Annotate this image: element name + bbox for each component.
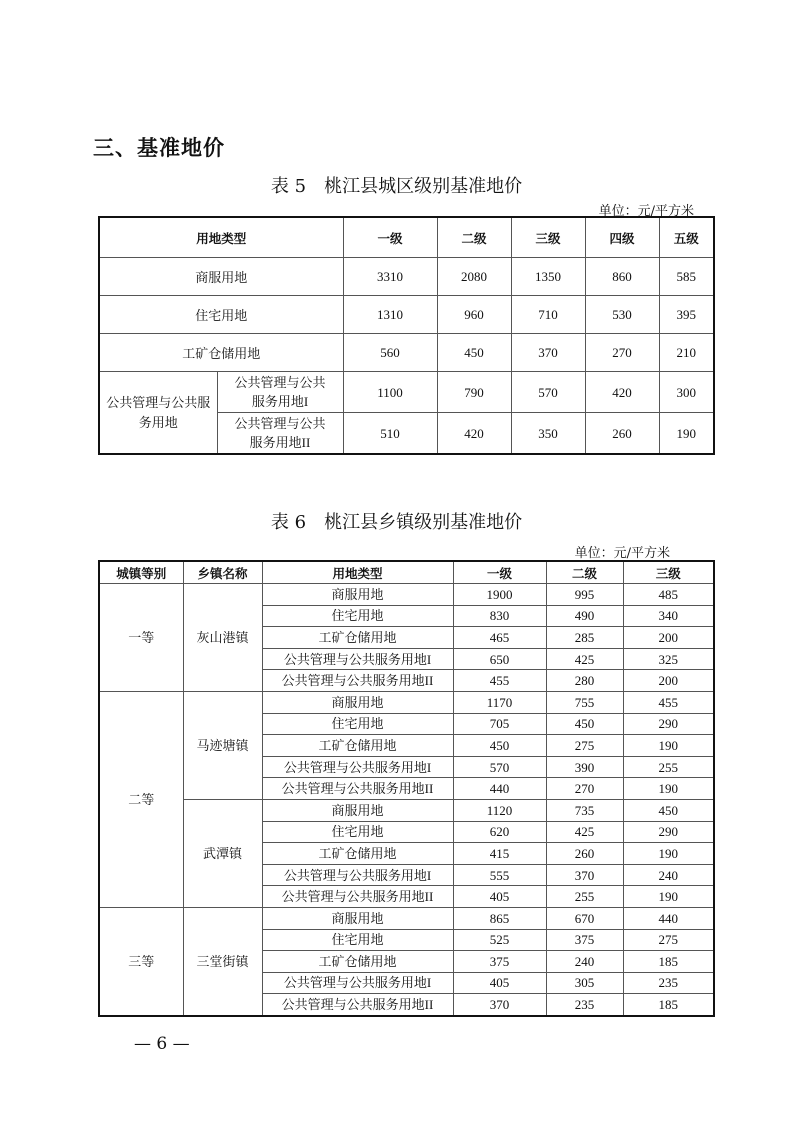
table6-township-land-price xyxy=(98,560,715,1017)
price-cell: 705 xyxy=(453,713,546,735)
price-cell: 405 xyxy=(453,972,546,994)
price-cell: 260 xyxy=(546,843,623,865)
price-cell: 1310 xyxy=(343,296,437,334)
price-cell: 350 xyxy=(511,413,585,455)
table5-row xyxy=(99,296,714,334)
land-type-cell: 住宅用地 xyxy=(99,296,343,334)
land-type-cell: 住宅用地 xyxy=(262,713,453,735)
price-cell: 455 xyxy=(453,670,546,692)
table5-header-level: 二级 xyxy=(437,217,511,258)
price-cell: 190 xyxy=(623,735,714,757)
table5-header-level: 四级 xyxy=(585,217,659,258)
table6-header-land-type: 用地类型 xyxy=(262,561,453,584)
land-type-cell: 工矿仓储用地 xyxy=(262,627,453,649)
table6-header-level: 二级 xyxy=(546,561,623,584)
price-cell: 525 xyxy=(453,929,546,951)
price-cell: 325 xyxy=(623,648,714,670)
price-cell: 270 xyxy=(585,334,659,372)
price-cell: 585 xyxy=(659,258,714,296)
price-cell: 530 xyxy=(585,296,659,334)
land-type-cell: 住宅用地 xyxy=(262,929,453,951)
price-cell: 190 xyxy=(623,843,714,865)
price-cell: 1120 xyxy=(453,799,546,821)
table6-unit: 单位：元/平方米 xyxy=(574,546,670,561)
price-cell: 235 xyxy=(623,972,714,994)
section-title: 三、基准地价 xyxy=(93,136,225,160)
land-type-cell: 公共管理与公共服务用地I xyxy=(262,972,453,994)
price-cell: 425 xyxy=(546,821,623,843)
price-cell: 420 xyxy=(585,372,659,413)
price-cell: 425 xyxy=(546,648,623,670)
land-type-cell: 工矿仓储用地 xyxy=(262,843,453,865)
grade-cell: 一等 xyxy=(99,584,183,692)
table6-row xyxy=(99,584,714,606)
table5-row xyxy=(99,334,714,372)
price-cell: 370 xyxy=(453,994,546,1016)
price-cell: 560 xyxy=(343,334,437,372)
price-cell: 420 xyxy=(437,413,511,455)
price-cell: 235 xyxy=(546,994,623,1016)
price-cell: 290 xyxy=(623,713,714,735)
price-cell: 865 xyxy=(453,907,546,929)
price-cell: 450 xyxy=(453,735,546,757)
price-cell: 200 xyxy=(623,627,714,649)
table5-header-land-type: 用地类型 xyxy=(99,217,343,258)
price-cell: 290 xyxy=(623,821,714,843)
price-cell: 570 xyxy=(453,756,546,778)
price-cell: 570 xyxy=(511,372,585,413)
land-type-cell: 工矿仓储用地 xyxy=(262,951,453,973)
land-type-cell: 公共管理与公共服务用地II xyxy=(262,670,453,692)
price-cell: 200 xyxy=(623,670,714,692)
table6-caption: 表 6 桃江县乡镇级别基准地价 xyxy=(270,512,523,533)
price-cell: 755 xyxy=(546,691,623,713)
price-cell: 210 xyxy=(659,334,714,372)
table5-header-level: 五级 xyxy=(659,217,714,258)
price-cell: 300 xyxy=(659,372,714,413)
price-cell: 185 xyxy=(623,994,714,1016)
price-cell: 510 xyxy=(343,413,437,455)
price-cell: 1350 xyxy=(511,258,585,296)
price-cell: 375 xyxy=(453,951,546,973)
land-type-cell: 公共管理与公共服务用地II xyxy=(262,778,453,800)
table6-header-grade: 城镇等别 xyxy=(99,561,183,584)
land-type-cell: 商服用地 xyxy=(99,258,343,296)
price-cell: 450 xyxy=(437,334,511,372)
price-cell: 395 xyxy=(659,296,714,334)
table5-urban-land-price xyxy=(98,216,715,455)
grade-cell: 二等 xyxy=(99,691,183,907)
price-cell: 375 xyxy=(546,929,623,951)
price-cell: 255 xyxy=(546,886,623,908)
price-cell: 790 xyxy=(437,372,511,413)
price-cell: 285 xyxy=(546,627,623,649)
land-type-cell: 公共管理与公共服务用地I xyxy=(262,864,453,886)
price-cell: 1170 xyxy=(453,691,546,713)
land-type-cell: 公共管理与公共服务用地II xyxy=(262,886,453,908)
table6-header-level: 三级 xyxy=(623,561,714,584)
price-cell: 620 xyxy=(453,821,546,843)
price-cell: 440 xyxy=(453,778,546,800)
land-type-cell: 商服用地 xyxy=(262,907,453,929)
table6-header-town: 乡镇名称 xyxy=(183,561,262,584)
price-cell: 270 xyxy=(546,778,623,800)
price-cell: 490 xyxy=(546,605,623,627)
table5-row xyxy=(99,258,714,296)
town-name-cell: 马迹塘镇 xyxy=(183,691,262,799)
land-subtype-cell: 公共管理与公共服务用地II xyxy=(217,413,343,455)
land-type-cell: 住宅用地 xyxy=(262,821,453,843)
price-cell: 555 xyxy=(453,864,546,886)
table5-header-level: 三级 xyxy=(511,217,585,258)
price-cell: 340 xyxy=(623,605,714,627)
price-cell: 995 xyxy=(546,584,623,606)
price-cell: 440 xyxy=(623,907,714,929)
price-cell: 860 xyxy=(585,258,659,296)
price-cell: 455 xyxy=(623,691,714,713)
price-cell: 650 xyxy=(453,648,546,670)
table5-header-level: 一级 xyxy=(343,217,437,258)
price-cell: 415 xyxy=(453,843,546,865)
land-group-cell: 公共管理与公共服务用地 xyxy=(99,372,217,455)
price-cell: 240 xyxy=(623,864,714,886)
price-cell: 485 xyxy=(623,584,714,606)
town-name-cell: 三堂街镇 xyxy=(183,907,262,1015)
price-cell: 405 xyxy=(453,886,546,908)
price-cell: 370 xyxy=(546,864,623,886)
land-subtype-cell: 公共管理与公共服务用地I xyxy=(217,372,343,413)
land-type-cell: 工矿仓储用地 xyxy=(99,334,343,372)
price-cell: 275 xyxy=(546,735,623,757)
land-type-cell: 住宅用地 xyxy=(262,605,453,627)
table5-caption: 表 5 桃江县城区级别基准地价 xyxy=(270,176,523,197)
price-cell: 465 xyxy=(453,627,546,649)
table5-unit: 单位：元/平方米 xyxy=(598,204,694,219)
price-cell: 370 xyxy=(511,334,585,372)
price-cell: 3310 xyxy=(343,258,437,296)
price-cell: 450 xyxy=(623,799,714,821)
price-cell: 190 xyxy=(623,886,714,908)
price-cell: 710 xyxy=(511,296,585,334)
land-type-cell: 商服用地 xyxy=(262,584,453,606)
price-cell: 305 xyxy=(546,972,623,994)
land-type-cell: 公共管理与公共服务用地I xyxy=(262,648,453,670)
price-cell: 960 xyxy=(437,296,511,334)
land-type-cell: 公共管理与公共服务用地I xyxy=(262,756,453,778)
price-cell: 275 xyxy=(623,929,714,951)
price-cell: 670 xyxy=(546,907,623,929)
table6-row xyxy=(99,691,714,713)
town-name-cell: 武潭镇 xyxy=(183,799,262,907)
table6-row xyxy=(99,799,714,821)
grade-cell: 三等 xyxy=(99,907,183,1015)
price-cell: 390 xyxy=(546,756,623,778)
price-cell: 185 xyxy=(623,951,714,973)
table6-header-level: 一级 xyxy=(453,561,546,584)
price-cell: 735 xyxy=(546,799,623,821)
table5-header-row xyxy=(99,217,714,258)
table6-header-row xyxy=(99,561,714,584)
price-cell: 280 xyxy=(546,670,623,692)
land-type-cell: 商服用地 xyxy=(262,691,453,713)
price-cell: 450 xyxy=(546,713,623,735)
price-cell: 1900 xyxy=(453,584,546,606)
price-cell: 190 xyxy=(623,778,714,800)
page-number: — 6 — xyxy=(134,1034,190,1054)
price-cell: 2080 xyxy=(437,258,511,296)
price-cell: 830 xyxy=(453,605,546,627)
table5-row xyxy=(99,372,714,413)
land-type-cell: 工矿仓储用地 xyxy=(262,735,453,757)
price-cell: 240 xyxy=(546,951,623,973)
land-type-cell: 商服用地 xyxy=(262,799,453,821)
price-cell: 190 xyxy=(659,413,714,455)
price-cell: 1100 xyxy=(343,372,437,413)
price-cell: 260 xyxy=(585,413,659,455)
land-type-cell: 公共管理与公共服务用地II xyxy=(262,994,453,1016)
town-name-cell: 灰山港镇 xyxy=(183,584,262,692)
price-cell: 255 xyxy=(623,756,714,778)
table6-row xyxy=(99,907,714,929)
